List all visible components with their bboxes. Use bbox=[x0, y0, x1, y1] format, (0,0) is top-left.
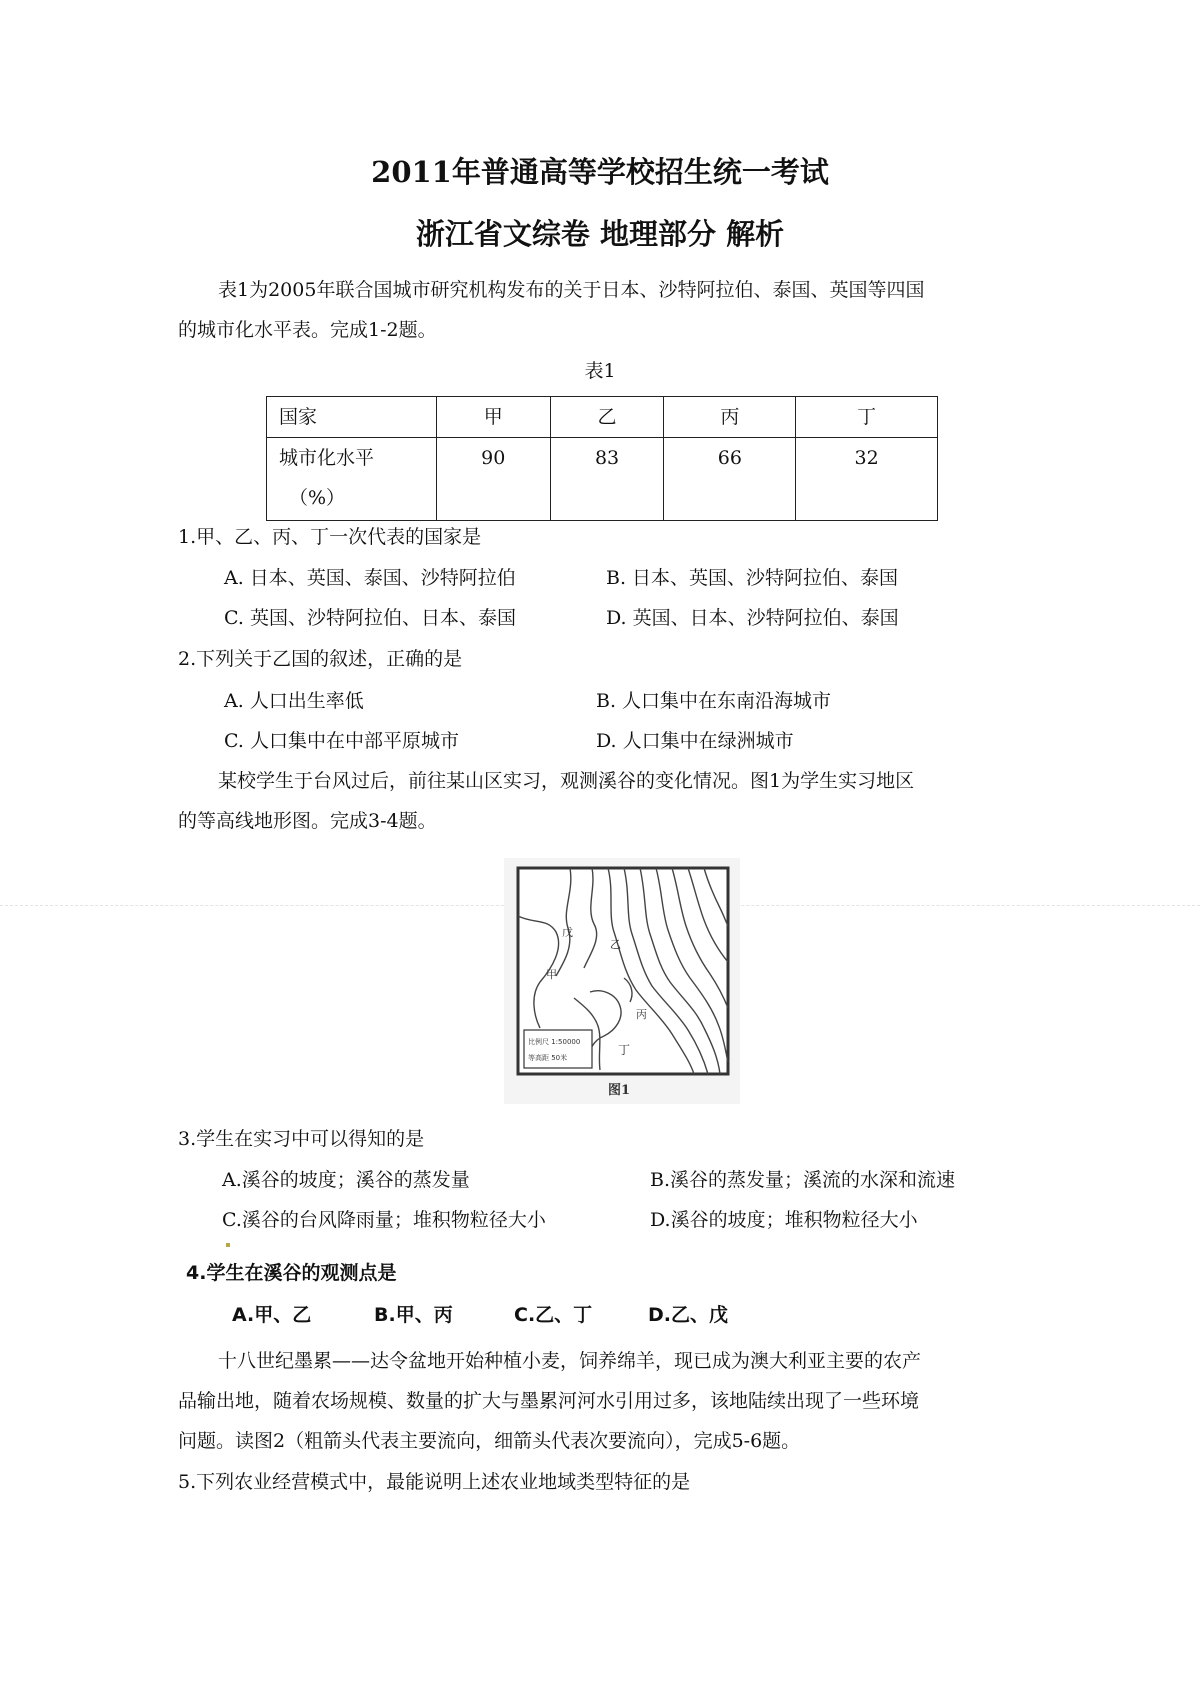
table-caption: 表1 bbox=[584, 360, 616, 382]
question-1-option-b: B. 日本、英国、沙特阿拉伯、泰国 bbox=[606, 567, 899, 589]
question-4-stem: 4.学生在溪谷的观测点是 bbox=[186, 1262, 397, 1284]
row-label-line-2: （%） bbox=[289, 487, 346, 509]
question-1-option-c: C. 英国、沙特阿拉伯、日本、泰国 bbox=[224, 607, 516, 629]
intro-3-line-2: 品输出地，随着农场规模、数量的扩大与墨累河河水引用过多，该地陆续出现了一些环境 bbox=[178, 1390, 920, 1412]
map-label: 甲 bbox=[546, 968, 557, 981]
question-1-stem: 1.甲、乙、丙、丁一次代表的国家是 bbox=[178, 526, 482, 548]
table-header-cell: 甲 bbox=[436, 397, 550, 438]
map-legend-scale: 比例尺 1:50000 bbox=[528, 1038, 581, 1046]
intro-2-line-2: 的等高线地形图。完成3-4题。 bbox=[178, 810, 437, 832]
intro-paragraph-1 bbox=[178, 270, 1028, 350]
table-header-row bbox=[267, 397, 938, 438]
map-label: 乙 bbox=[610, 938, 621, 951]
map-label: 戊 bbox=[562, 926, 573, 939]
table-cell: 90 bbox=[436, 438, 550, 521]
figure-caption: 图1 bbox=[608, 1083, 631, 1098]
decorative-dot bbox=[226, 1243, 230, 1247]
table-header-cell: 丙 bbox=[664, 397, 796, 438]
map-legend-box bbox=[524, 1030, 592, 1068]
question-3-option-c: C.溪谷的台风降雨量；堆积物粒径大小 bbox=[222, 1209, 546, 1231]
question-2-option-b: B. 人口集中在东南沿海城市 bbox=[596, 690, 832, 712]
table-header-cell: 乙 bbox=[550, 397, 664, 438]
map-legend-interval: 等高距 50米 bbox=[528, 1054, 568, 1062]
table-header-label: 国家 bbox=[267, 397, 437, 438]
question-4-option-c: C.乙、丁 bbox=[514, 1304, 593, 1326]
question-1-option-d: D. 英国、日本、沙特阿拉伯、泰国 bbox=[606, 607, 899, 629]
question-5-stem: 5.下列农业经营模式中，最能说明上述农业地域类型特征的是 bbox=[178, 1471, 691, 1493]
intro-2-line-1: 某校学生于台风过后，前往某山区实习，观测溪谷的变化情况。图1为学生实习地区 bbox=[218, 770, 915, 792]
question-4-option-b: B.甲、丙 bbox=[374, 1304, 453, 1326]
table-row-label bbox=[267, 438, 437, 521]
intro-paragraph-3 bbox=[178, 1341, 1028, 1461]
question-2-stem: 2.下列关于乙国的叙述，正确的是 bbox=[178, 648, 463, 670]
question-4-option-d: D.乙、戊 bbox=[648, 1304, 728, 1326]
table-cell: 66 bbox=[664, 438, 796, 521]
intro-3-line-1: 十八世纪墨累——达令盆地开始种植小麦，饲养绵羊，现已成为澳大利亚主要的农产 bbox=[218, 1350, 922, 1372]
urbanization-table bbox=[266, 396, 938, 521]
intro-1-line-1: 表1为2005年联合国城市研究机构发布的关于日本、沙特阿拉伯、泰国、英国等四国 bbox=[218, 279, 925, 301]
question-2-option-a: A. 人口出生率低 bbox=[224, 690, 364, 712]
intro-paragraph-2 bbox=[178, 761, 1028, 841]
question-1-option-a: A. 日本、英国、泰国、沙特阿拉伯 bbox=[224, 567, 516, 589]
table-row bbox=[267, 438, 938, 521]
map-label: 丁 bbox=[618, 1043, 631, 1057]
row-label-line-1: 城市化水平 bbox=[279, 447, 375, 469]
question-3-option-a: A.溪谷的坡度；溪谷的蒸发量 bbox=[222, 1169, 470, 1191]
contour-map-figure bbox=[504, 858, 740, 1104]
document-subtitle: 浙江省文综卷 地理部分 解析 bbox=[415, 217, 785, 251]
map-label: 丙 bbox=[636, 1008, 647, 1021]
intro-3-line-3: 问题。读图2（粗箭头代表主要流向，细箭头代表次要流向），完成5-6题。 bbox=[178, 1430, 801, 1452]
question-3-option-b: B.溪谷的蒸发量；溪流的水深和流速 bbox=[650, 1169, 956, 1191]
document-title: 2011年普通高等学校招生统一考试 bbox=[371, 155, 829, 189]
question-3-stem: 3.学生在实习中可以得知的是 bbox=[178, 1128, 425, 1150]
question-2-option-c: C. 人口集中在中部平原城市 bbox=[224, 730, 459, 752]
table-header-cell: 丁 bbox=[796, 397, 938, 438]
question-3-option-d: D.溪谷的坡度；堆积物粒径大小 bbox=[650, 1209, 918, 1231]
question-2-option-d: D. 人口集中在绿洲城市 bbox=[596, 730, 794, 752]
intro-1-line-2: 的城市化水平表。完成1-2题。 bbox=[178, 319, 437, 341]
table-cell: 83 bbox=[550, 438, 664, 521]
table-cell: 32 bbox=[796, 438, 938, 521]
question-4-option-a: A.甲、乙 bbox=[232, 1304, 312, 1326]
